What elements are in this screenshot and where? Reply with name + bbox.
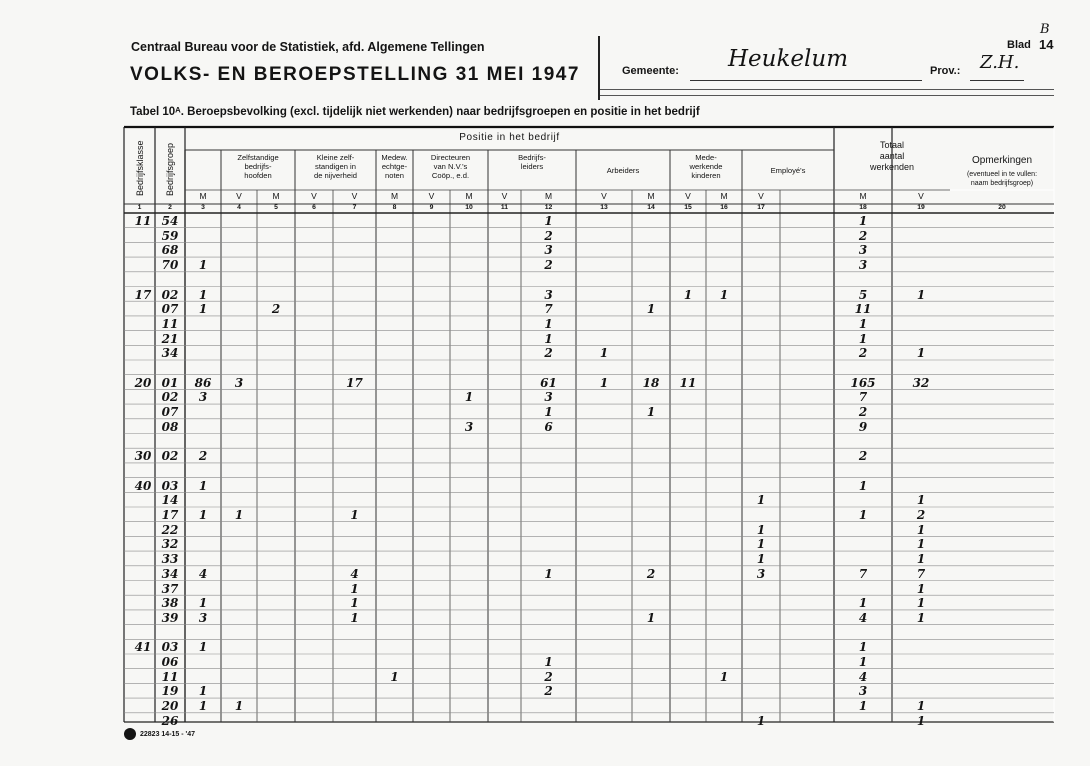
table-cell: 2: [916, 508, 926, 522]
print-code: 22823 14-15 - '47: [140, 730, 195, 738]
table-cell: 1: [544, 655, 553, 669]
table-cell: 1: [756, 713, 766, 728]
table-cell: 1: [858, 331, 868, 346]
column-number: 13: [600, 204, 608, 211]
table-cell: 1: [916, 610, 926, 625]
table-cell: 1: [858, 699, 868, 714]
table-cell: 3: [544, 243, 553, 258]
table-cell: 2: [544, 258, 553, 273]
table-cell: 1: [350, 581, 359, 596]
table-cell: 1: [198, 596, 208, 611]
table-cell: 1: [198, 302, 208, 317]
table-cell: 1: [916, 346, 926, 361]
table-cell: 3: [464, 419, 474, 434]
header-positie: Positie in het bedrijf: [459, 132, 560, 143]
table-cell: 1: [544, 566, 553, 581]
column-number: 9: [429, 204, 434, 211]
organization-name: Centraal Bureau voor de Statistiek, afd. Algemene Tellingen: [131, 40, 485, 54]
table-cell: 2: [544, 669, 553, 684]
groep-code: 59: [161, 228, 179, 243]
table-cell: 2: [858, 405, 868, 420]
column-number: 19: [917, 204, 925, 211]
header-group-4: Directeuren van N.V.'s Coöp., e.d.: [430, 153, 471, 180]
table-cell: 1: [756, 552, 766, 567]
groep-code: 54: [161, 214, 179, 228]
column-number: 16: [720, 204, 728, 211]
table-cell: 5: [858, 287, 868, 302]
groep-code: 07: [161, 405, 179, 420]
table-cell: 1: [916, 287, 926, 302]
header-group-5: Bedrijfs- leiders: [518, 153, 546, 171]
table-cell: 1: [544, 405, 553, 420]
groep-code: 03: [161, 640, 179, 655]
table-cell: 1: [390, 669, 399, 684]
groep-code: 21: [161, 331, 179, 346]
column-number: 5: [274, 204, 278, 211]
header-group-3: Medew. echtge- noten: [381, 153, 408, 180]
sub-label: M: [720, 191, 728, 201]
table-cell: 18: [642, 375, 660, 390]
table-cell: 1: [916, 699, 926, 714]
table-cell: 2: [858, 228, 868, 243]
gemeente-value: Heukelum: [728, 46, 849, 72]
table-cell: 3: [544, 287, 553, 302]
table-cell: 2: [198, 449, 208, 464]
column-number: 7: [352, 204, 357, 211]
column-number: 10: [465, 204, 473, 211]
groep-code: 34: [161, 346, 179, 361]
table-cell: 7: [916, 566, 926, 581]
table-cell: 1: [916, 596, 926, 611]
table-cell: 1: [858, 596, 868, 611]
sub-label: V: [685, 191, 691, 201]
sub-label: V: [428, 191, 435, 201]
table-cell: 9: [858, 419, 868, 434]
sub-label: M: [199, 191, 207, 201]
klasse-code: 17: [134, 287, 152, 302]
table-cell: 1: [544, 214, 553, 228]
table-cell: 3: [544, 390, 553, 405]
sub-label: M: [647, 191, 655, 201]
prov-value: Z.H.: [980, 52, 1020, 73]
table-cell: 3: [858, 684, 868, 699]
sub-label: V: [758, 191, 764, 201]
groep-code: 08: [161, 419, 179, 434]
table-cell: 2: [544, 684, 553, 699]
table-cell: 3: [234, 375, 244, 390]
table-cell: 1: [916, 581, 926, 596]
table-cell: 1: [916, 493, 926, 508]
table-cell: 7: [858, 566, 868, 581]
groep-code: 02: [161, 390, 179, 405]
table-cell: 1: [858, 214, 868, 228]
table-cell: 1: [599, 346, 609, 361]
groep-code: 03: [161, 478, 179, 493]
header-totaal: Totaal aantal werkenden: [869, 140, 915, 172]
blad-number: 14: [1039, 37, 1054, 52]
sub-label: M: [544, 191, 553, 201]
table-cell: 1: [683, 287, 693, 302]
klasse-code: 30: [134, 449, 152, 464]
groep-code: 38: [161, 596, 179, 611]
table-cell: 1: [646, 302, 656, 317]
table-cell: 6: [544, 419, 553, 434]
table-cell: 1: [234, 508, 244, 522]
table-cell: 2: [271, 302, 281, 317]
header-group-1: Zelfstandige bedrijfs- hoofden: [237, 153, 279, 180]
print-footer: [124, 728, 195, 740]
table-cell: 1: [599, 375, 609, 390]
table-cell: 7: [858, 390, 868, 405]
table-cell: 4: [858, 669, 868, 684]
groep-code: 19: [161, 684, 179, 699]
groep-code: 68: [161, 243, 179, 258]
sub-label: M: [272, 191, 280, 201]
table-cell: 61: [540, 375, 557, 390]
table-cell: 1: [756, 522, 766, 537]
table-cell: 32: [912, 375, 930, 390]
table-cell: 1: [234, 699, 244, 714]
groep-code: 17: [161, 508, 179, 522]
table-cell: 165: [850, 375, 876, 390]
table-cell: 2: [544, 228, 553, 243]
klasse-code: 40: [134, 478, 152, 493]
groep-code: 39: [161, 610, 179, 625]
klasse-code: 20: [134, 375, 152, 390]
column-number: 2: [168, 204, 172, 211]
groep-code: 34: [161, 566, 179, 581]
groep-code: 11: [161, 316, 179, 331]
table-cell: 1: [858, 508, 868, 522]
table-cell: 1: [646, 610, 656, 625]
table-cell: 4: [858, 610, 868, 625]
header-group-6: Arbeiders: [606, 166, 640, 175]
sub-label: V: [236, 191, 242, 201]
column-number: 6: [312, 204, 316, 211]
groep-code: 11: [161, 669, 179, 684]
header-bedrijfsgroep: Bedrijfsgroep: [165, 142, 175, 196]
groep-code: 02: [161, 287, 179, 302]
table-title: Tabel 10ᴬ. Beroepsbevolking (excl. tijdelijk niet werkenden) naar bedrijfsgroepen en positie in het bedrijf: [130, 106, 700, 118]
table-cell: 11: [679, 375, 697, 390]
header-group-8: Employé's: [770, 166, 806, 175]
column-number: 1: [137, 204, 142, 211]
table-cell: 1: [544, 331, 553, 346]
table-cell: 1: [350, 508, 359, 522]
groep-code: 20: [161, 699, 179, 714]
sub-label: M: [390, 191, 399, 201]
table-cell: 1: [858, 478, 868, 493]
groep-code: 70: [161, 258, 179, 273]
survey-title: VOLKS- EN BEROEPSTELLING 31 MEI 1947: [130, 64, 580, 85]
header-opmerkingen-note: (eventueel in te vullen: naam bedrijfsgroep): [966, 171, 1038, 187]
column-number: 15: [684, 204, 692, 211]
table-cell: 1: [350, 610, 359, 625]
table-cell: 3: [858, 258, 868, 273]
header-bedrijfsklasse: Bedrijfsklasse: [135, 140, 145, 196]
table-cell: 1: [756, 493, 766, 508]
groep-code: 07: [161, 302, 179, 317]
groep-code: 02: [161, 449, 179, 464]
table-cell: 1: [544, 316, 553, 331]
table-cell: 2: [858, 449, 868, 464]
klasse-code: 41: [134, 640, 152, 655]
klasse-code: 11: [134, 214, 152, 228]
column-number: 20: [998, 204, 1006, 211]
table-cell: 1: [719, 669, 729, 684]
table-cell: 1: [464, 390, 474, 405]
table-cell: 4: [350, 566, 359, 581]
table-cell: 11: [854, 302, 872, 317]
sub-label: M: [859, 191, 867, 201]
groep-code: 06: [161, 655, 179, 669]
table-cell: 4: [198, 566, 208, 581]
table-cell: 1: [198, 640, 208, 655]
table-cell: 3: [198, 390, 208, 405]
groep-code: 22: [161, 522, 179, 537]
table-cell: 1: [198, 287, 208, 302]
column-number: 4: [237, 204, 241, 211]
printer-logo-icon: [124, 728, 136, 740]
column-number: 18: [859, 204, 867, 211]
sub-label: V: [351, 191, 358, 201]
groep-code: 32: [161, 537, 179, 552]
table-cell: 17: [346, 375, 363, 390]
table-cell: 7: [544, 302, 553, 317]
header-opmerkingen: Opmerkingen: [971, 155, 1033, 166]
table-cell: 1: [916, 537, 926, 552]
prov-label: Prov.:: [930, 65, 961, 77]
table-cell: 1: [858, 316, 868, 331]
table-cell: 3: [198, 610, 208, 625]
sub-label: M: [465, 191, 473, 201]
table-cell: 1: [350, 596, 359, 611]
column-number: 11: [500, 204, 509, 211]
sub-label: V: [918, 191, 924, 201]
table-cell: 1: [916, 713, 926, 728]
table-cell: 1: [198, 699, 208, 714]
table-cell: 1: [646, 405, 656, 420]
table-cell: 1: [756, 537, 766, 552]
header-group-2: Kleine zelf- standigen in de nijverheid: [313, 153, 358, 180]
table-cell: 3: [858, 243, 868, 258]
table-cell: 1: [198, 258, 208, 273]
groep-code: 33: [161, 552, 179, 567]
groep-code: 01: [161, 375, 179, 390]
table-cell: 3: [756, 566, 766, 581]
table-cell: 2: [858, 346, 868, 361]
blad-label: Blad: [1007, 39, 1031, 51]
table-cell: 1: [198, 508, 208, 522]
table-cell: 1: [916, 522, 926, 537]
header-group-7: Mede- werkende kinderen: [689, 153, 723, 180]
column-number: 8: [392, 204, 397, 211]
groep-code: 37: [161, 581, 179, 596]
sub-label: V: [501, 191, 508, 201]
column-number: 3: [201, 204, 205, 211]
sub-label: V: [601, 191, 607, 201]
table-cell: 1: [719, 287, 729, 302]
groep-code: 26: [161, 713, 179, 728]
gemeente-label: Gemeente:: [622, 65, 679, 77]
column-number: 17: [757, 204, 765, 211]
column-number: 12: [544, 204, 553, 211]
blad-annotation: B: [1040, 22, 1050, 37]
table-cell: 1: [858, 640, 868, 655]
table-cell: 86: [194, 375, 212, 390]
table-cell: 2: [646, 566, 656, 581]
sub-label: V: [311, 191, 317, 201]
table-cell: 1: [916, 552, 926, 567]
groep-code: 14: [161, 493, 179, 508]
table-cell: 1: [858, 655, 868, 669]
table-cell: 1: [198, 684, 208, 699]
table-cell: 2: [544, 346, 553, 361]
table-cell: 1: [198, 478, 208, 493]
column-number: 14: [647, 204, 655, 211]
